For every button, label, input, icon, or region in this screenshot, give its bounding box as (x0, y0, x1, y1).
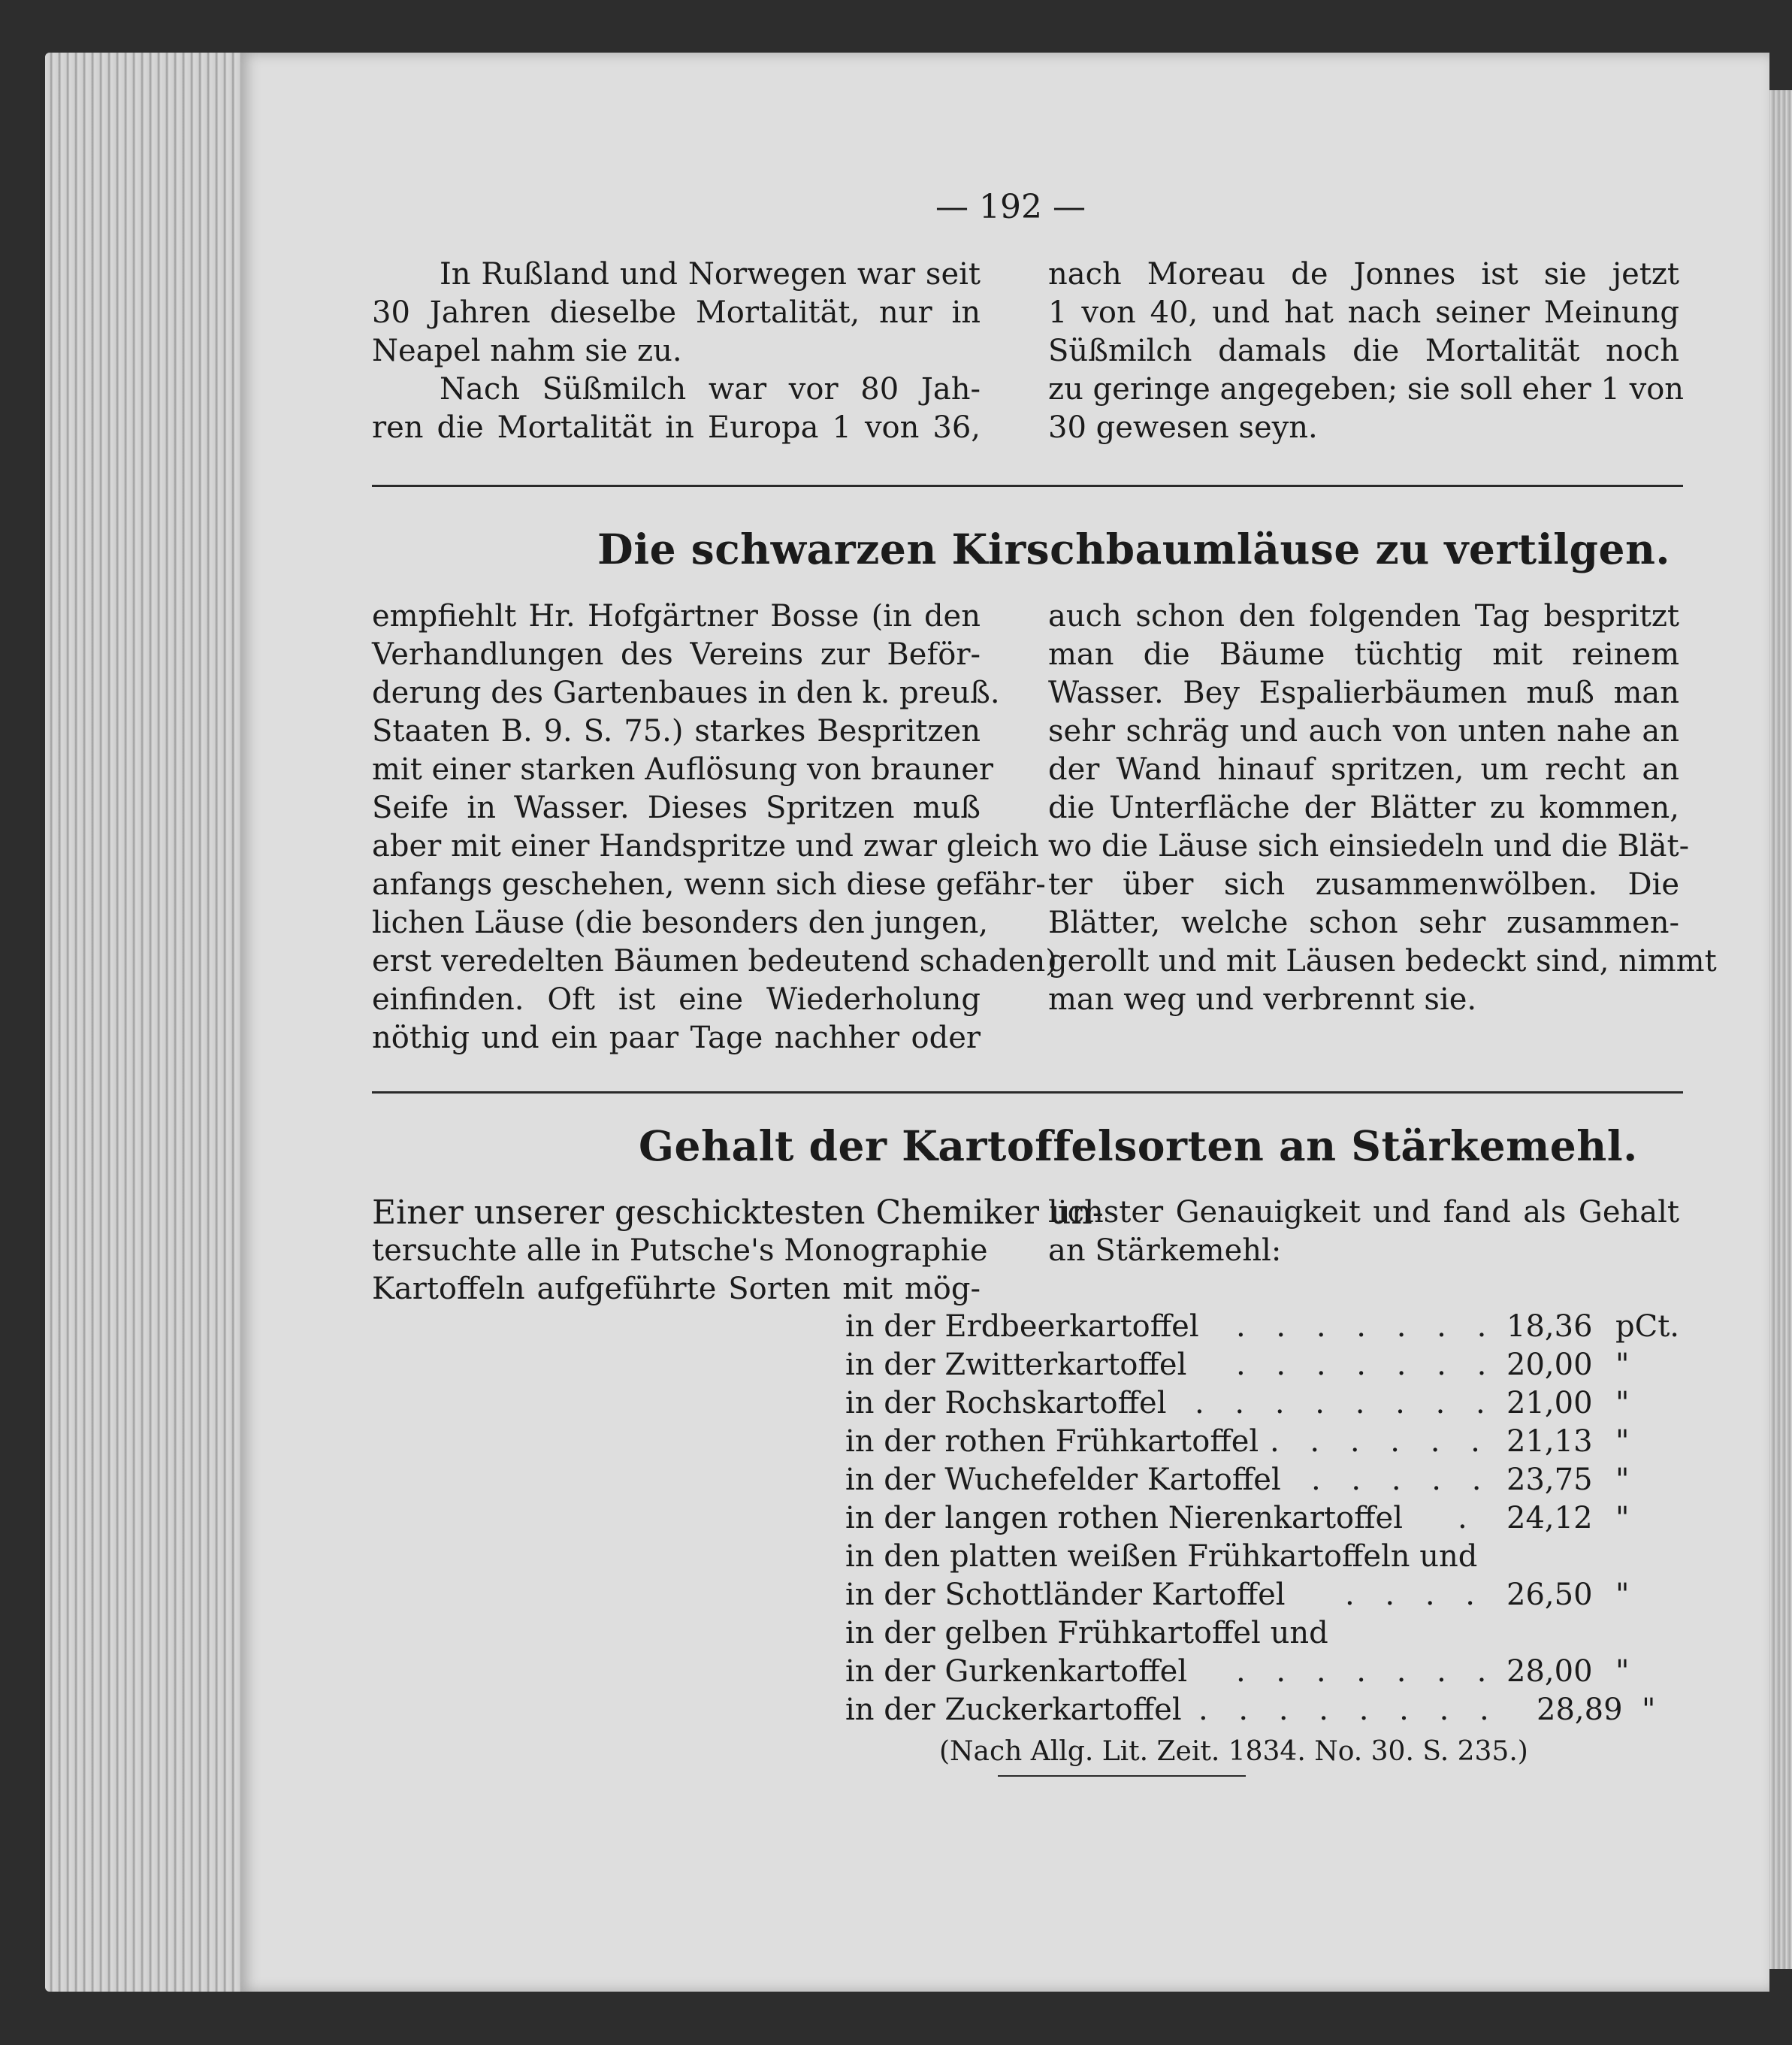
text-line: lichster Genauigkeit und fand als Gehalt (1048, 1195, 1679, 1230)
text-line: anfangs geschehen, wenn sich diese gefähr- (372, 867, 1046, 902)
text-line: man die Bäume tüchtig mit reinem (1048, 637, 1679, 672)
text-line: Neapel nahm sie zu. (372, 334, 682, 368)
table-row (845, 1578, 1672, 1616)
book-page-edges-right (1766, 90, 1792, 1969)
text-line: tersuchte alle in Putsche's Monographie (372, 1233, 988, 1268)
book-page-edges-left (45, 53, 255, 1992)
page-number: — 192 — (935, 188, 1086, 226)
text-line: gerollt und mit Läusen bedeckt sind, nimmt (1048, 944, 1717, 979)
leader-dots: . . . . (1345, 1578, 1486, 1612)
section-divider (372, 485, 1683, 487)
ditto-mark: " (1615, 1654, 1630, 1689)
table-row (845, 1616, 1672, 1654)
table-row (845, 1424, 1672, 1463)
leader-dots: . . . . . (1311, 1463, 1492, 1497)
text-line: derung des Gartenbaues in den k. preuß. (372, 676, 1000, 710)
ditto-mark: " (1615, 1463, 1630, 1497)
text-line: Einer unserer geschicktesten Chemiker un- (372, 1193, 1104, 1232)
table-row (845, 1348, 1672, 1386)
variety-name: in der gelben Frühkartoffel und (845, 1616, 1328, 1650)
section-heading: Die schwarzen Kirschbaumläuse zu vertilgen. (597, 525, 1671, 573)
section2-right-column (1048, 1193, 1679, 1270)
text-line: sehr schräg und auch von unten nahe an (1048, 714, 1679, 749)
variety-name: in der Rochskartoffel (845, 1386, 1167, 1420)
text-line: erst veredelten Bäumen bedeutend schaden) (372, 944, 1057, 979)
starch-value: 26,50 (1506, 1578, 1593, 1612)
ditto-mark: " (1615, 1424, 1630, 1459)
starch-value: 28,89 (1537, 1693, 1623, 1727)
leader-dots: . (1458, 1501, 1478, 1535)
variety-name: in der Erdbeerkartoffel (845, 1309, 1199, 1344)
text-line: zu geringe angegeben; sie soll eher 1 von (1048, 372, 1685, 407)
citation: (Nach Allg. Lit. Zeit. 1834. No. 30. S. 235.) (939, 1736, 1528, 1767)
starch-value: 24,12 (1506, 1501, 1593, 1535)
ditto-mark: " (1615, 1578, 1630, 1612)
table-row (845, 1693, 1672, 1731)
variety-name: in der Zwitterkartoffel (845, 1348, 1187, 1382)
table-row (845, 1463, 1672, 1501)
text-line: nöthig und ein paar Tage nachher oder (372, 1021, 981, 1055)
variety-name: in den platten weißen Frühkartoffeln und (845, 1539, 1478, 1574)
leader-dots: . . . . . . . (1236, 1309, 1497, 1344)
ditto-mark: " (1642, 1693, 1656, 1727)
text-line: Blätter, welche schon sehr zusammen- (1048, 906, 1679, 940)
text-line: mit einer starken Auflösung von brauner (372, 752, 994, 787)
intro-right-column (1048, 256, 1685, 447)
text-line: Staaten B. 9. S. 75.) starkes Bespritzen (372, 714, 981, 749)
text-line: ren die Mortalität in Europa 1 von 36, (372, 410, 981, 445)
unit-label: pCt. (1615, 1309, 1679, 1344)
starch-value: 23,75 (1506, 1463, 1593, 1497)
text-line: 1 von 40, und hat nach seiner Meinung (1048, 295, 1679, 330)
leader-dots: . . . . . . (1270, 1424, 1491, 1459)
ditto-mark: " (1615, 1348, 1630, 1382)
text-line: lichen Läuse (die besonders den jungen, (372, 906, 989, 940)
closing-rule (998, 1775, 1246, 1777)
table-row (845, 1309, 1679, 1348)
text-line: empfiehlt Hr. Hofgärtner Bosse (in den (372, 599, 981, 634)
variety-name: in der Gurkenkartoffel (845, 1654, 1188, 1689)
text-line: aber mit einer Handspritze und zwar gleich (372, 829, 1039, 864)
text-line: man weg und verbrennt sie. (1048, 982, 1477, 1017)
text-line: Nach Süßmilch war vor 80 Jah- (440, 372, 981, 407)
starch-value: 21,13 (1506, 1424, 1593, 1459)
table-row (845, 1501, 1672, 1539)
section1-left-column (372, 597, 1057, 1057)
text-line: 30 Jahren dieselbe Mortalität, nur in (372, 295, 981, 330)
text-line: auch schon den folgenden Tag bespritzt (1048, 599, 1679, 634)
variety-name: in der Zuckerkartoffel (845, 1693, 1182, 1727)
leader-dots: . . . . . . . . (1195, 1386, 1496, 1420)
starch-value: 20,00 (1506, 1348, 1593, 1382)
section-divider (372, 1091, 1683, 1094)
starch-value: 28,00 (1506, 1654, 1593, 1689)
text-line: Kartoffeln aufgeführte Sorten mit mög- (372, 1272, 981, 1306)
section-heading: Gehalt der Kartoffelsorten an Stärkemehl. (639, 1121, 1638, 1170)
text-line: Seife in Wasser. Dieses Spritzen muß (372, 791, 981, 825)
starch-value: 18,36 (1506, 1309, 1593, 1344)
variety-name: in der langen rothen Nierenkartoffel (845, 1501, 1403, 1535)
variety-name: in der Wuchefelder Kartoffel (845, 1463, 1281, 1497)
text-line: wo die Läuse sich einsiedeln und die Blät- (1048, 829, 1690, 864)
text-line: nach Moreau de Jonnes ist sie jetzt (1048, 257, 1679, 292)
text-line: der Wand hinauf spritzen, um recht an (1048, 752, 1679, 787)
text-line: ter über sich zusammenwölben. Die (1048, 867, 1679, 902)
text-line: Verhandlungen des Vereins zur Beför- (372, 637, 981, 672)
table-row (845, 1539, 1672, 1578)
text-line: In Rußland und Norwegen war seit (440, 257, 981, 292)
starch-value: 21,00 (1506, 1386, 1593, 1420)
book-page (240, 53, 1769, 1992)
text-line: einfinden. Oft ist eine Wiederholung (372, 982, 981, 1017)
intro-left-column (372, 256, 981, 447)
leader-dots: . . . . . . . (1236, 1348, 1497, 1382)
leader-dots: . . . . . . . . (1198, 1693, 1500, 1727)
section2-left-column (372, 1193, 1104, 1308)
text-line: die Unterfläche der Blätter zu kommen, (1048, 791, 1679, 825)
variety-name: in der rothen Frühkartoffel (845, 1424, 1259, 1459)
text-line: 30 gewesen seyn. (1048, 410, 1318, 445)
ditto-mark: " (1615, 1501, 1630, 1535)
table-row (845, 1654, 1672, 1693)
ditto-mark: " (1615, 1386, 1630, 1420)
leader-dots: . . . . . . . (1236, 1654, 1497, 1689)
table-row (845, 1386, 1672, 1424)
text-line: Wasser. Bey Espalierbäumen muß man (1048, 676, 1679, 710)
text-line: Süßmilch damals die Mortalität noch (1048, 334, 1679, 368)
section1-right-column (1048, 597, 1717, 1019)
variety-name: in der Schottländer Kartoffel (845, 1578, 1286, 1612)
text-line: an Stärkemehl: (1048, 1233, 1282, 1268)
